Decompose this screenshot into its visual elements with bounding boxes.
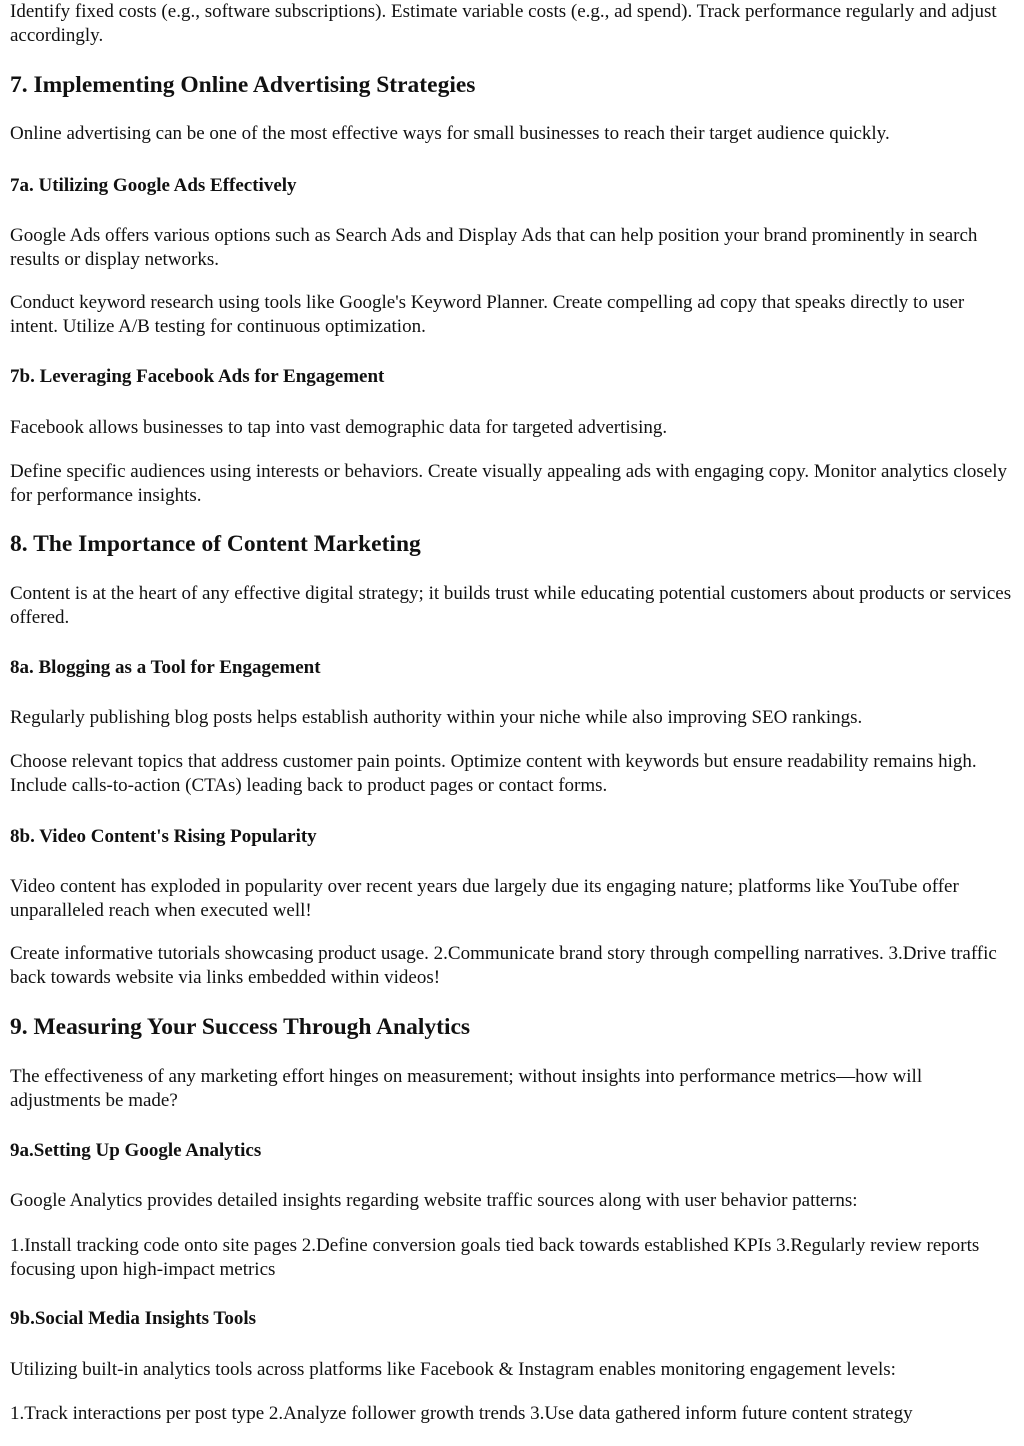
subsection-9a-heading: 9a.Setting Up Google Analytics [10,1140,262,1161]
subsection-7a-paragraph-1: Google Ads offers various options such as Search Ads and Display Ads that can help position your brand prominently in search results or display networks. [10,225,978,270]
subsection-9b-paragraph-2: 1.Track interactions per post type 2.Analyze follower growth trends 3.Use data gathered inform future content strategy [10,1403,913,1424]
subsection-8a-paragraph-2: Choose relevant topics that address customer pain points. Optimize content with keywords but ensure readability remains high. Include calls-to-action (CTAs) leading back to product pages or contact forms. [10,751,977,796]
subsection-7a-heading: 7a. Utilizing Google Ads Effectively [10,175,297,196]
section-8-heading: 8. The Importance of Content Marketing [10,531,421,557]
intro-paragraph: Identify fixed costs (e.g., software subscriptions). Estimate variable costs (e.g., ad spend). Track performance regularly and adjust accordingly. [10,1,997,46]
subsection-9a-paragraph-1: Google Analytics provides detailed insights regarding website traffic sources along with user behavior patterns: [10,1190,858,1211]
subsection-8b-paragraph-1: Video content has exploded in popularity over recent years due largely due its engaging nature; platforms like YouTube offer unparalleled reach when executed well! [10,876,959,921]
subsection-8a-heading: 8a. Blogging as a Tool for Engagement [10,657,321,678]
subsection-7a-paragraph-2: Conduct keyword research using tools like Google's Keyword Planner. Create compelling ad copy that speaks directly to user intent. Utilize A/B testing for continuous optimization. [10,292,965,337]
subsection-8b-heading: 8b. Video Content's Rising Popularity [10,826,317,847]
subsection-7b-paragraph-2: Define specific audiences using interests or behaviors. Create visually appealing ads with engaging copy. Monitor analytics closely for performance insights. [10,461,1008,506]
subsection-8b-paragraph-2: Create informative tutorials showcasing product usage. 2.Communicate brand story through compelling narratives. 3.Drive traffic back towards website via links embedded within videos! [10,943,997,988]
subsection-9a-paragraph-2: 1.Install tracking code onto site pages 2.Define conversion goals tied back towards established KPIs 3.Regularly review reports focusing upon high-impact metrics [10,1235,980,1280]
section-7-heading: 7. Implementing Online Advertising Strategies [10,72,476,98]
section-7-intro: Online advertising can be one of the most effective ways for small businesses to reach their target audience quickly. [10,123,890,144]
subsection-9b-heading: 9b.Social Media Insights Tools [10,1308,257,1329]
subsection-7b-heading: 7b. Leveraging Facebook Ads for Engagement [10,366,385,387]
subsection-9b-paragraph-1: Utilizing built-in analytics tools across platforms like Facebook & Instagram enables monitoring engagement levels: [10,1359,896,1380]
subsection-7b-paragraph-1: Facebook allows businesses to tap into vast demographic data for targeted advertising. [10,417,668,438]
subsection-8a-paragraph-1: Regularly publishing blog posts helps establish authority within your niche while also improving SEO rankings. [10,707,863,728]
section-9-heading: 9. Measuring Your Success Through Analytics [10,1014,471,1040]
section-9-intro: The effectiveness of any marketing effort hinges on measurement; without insights into performance metrics—how will adjustments be made? [10,1066,923,1111]
section-8-intro: Content is at the heart of any effective digital strategy; it builds trust while educating potential customers about products or services offered. [10,583,1012,628]
